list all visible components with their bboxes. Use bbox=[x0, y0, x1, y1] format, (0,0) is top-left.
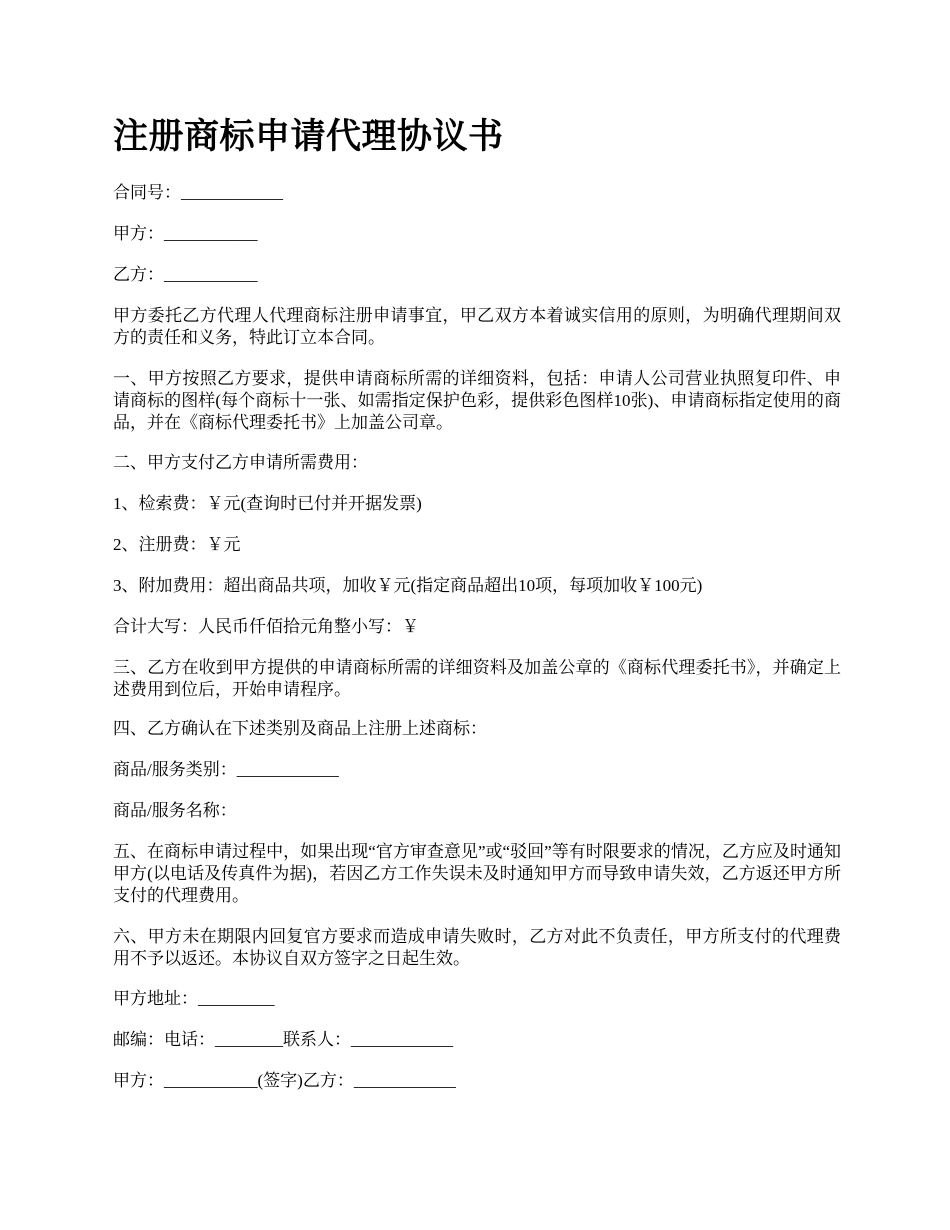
signature-line: 甲方：___________(签字)乙方：____________ bbox=[113, 1071, 456, 1090]
clause-one-paragraph: 一、甲方按照乙方要求，提供申请商标所需的详细资料，包括：申请人公司营业执照复印件、申请商标的图样(每个商标十一张、如需指定保护色彩，提供彩色图样10张)、申请商标指定使用的商品，并在《商标代理委托书》上加盖公司章。 bbox=[113, 369, 841, 432]
fee-item-search: 1、检索费：￥元(查询时已付并开据发票) bbox=[113, 494, 422, 513]
clause-three-paragraph: 三、乙方在收到甲方提供的申请商标所需的详细资料及加盖公章的《商标代理委托书》，并确定上述费用到位后，开始申请程序。 bbox=[113, 658, 841, 699]
contact-info-line: 邮编：电话：________联系人：____________ bbox=[113, 1030, 453, 1049]
fee-total-line: 合计大写：人民币仟佰拾元角整小写：￥ bbox=[113, 617, 419, 636]
preamble-paragraph: 甲方委托乙方代理人代理商标注册申请事宜，甲乙双方本着诚实信用的原则，为明确代理期间双方的责任和义务，特此订立本合同。 bbox=[113, 306, 841, 347]
clause-six-paragraph: 六、甲方未在期限内回复官方要求而造成申请失败时，乙方对此不负责任，甲方所支付的代理费用不予以返还。本协议自双方签字之日起生效。 bbox=[113, 927, 841, 968]
party-a-line: 甲方：___________ bbox=[113, 224, 258, 243]
document-title: 注册商标申请代理协议书 bbox=[113, 117, 504, 156]
fee-item-registration: 2、注册费：￥元 bbox=[113, 535, 241, 554]
clause-four-heading: 四、乙方确认在下述类别及商品上注册上述商标： bbox=[113, 719, 487, 738]
contract-number-line: 合同号：____________ bbox=[113, 183, 283, 202]
party-a-address-line: 甲方地址：_________ bbox=[113, 989, 275, 1008]
party-b-line: 乙方：___________ bbox=[113, 265, 258, 284]
fee-item-additional: 3、附加费用：超出商品共项，加收￥元(指定商品超出10项，每项加收￥100元) bbox=[113, 576, 703, 595]
clause-two-heading: 二、甲方支付乙方申请所需费用： bbox=[113, 453, 368, 472]
goods-class-line: 商品/服务类别：____________ bbox=[113, 760, 339, 779]
goods-name-line: 商品/服务名称： bbox=[113, 801, 237, 820]
clause-five-paragraph: 五、在商标申请过程中，如果出现“官方审查意见”或“驳回”等有时限要求的情况，乙方应及时通知甲方(以电话及传真件为据)，若因乙方工作失误未及时通知甲方而导致申请失效，乙方返还甲方所支付的代理费用。 bbox=[113, 842, 841, 905]
